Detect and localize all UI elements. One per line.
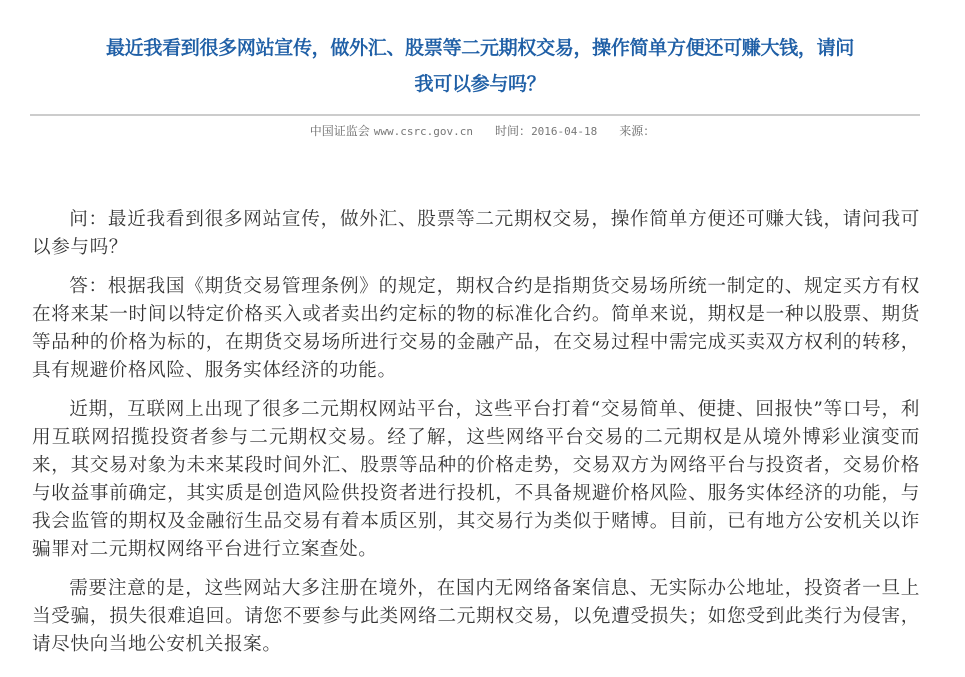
paragraph-question: 问：最近我看到很多网站宣传，做外汇、股票等二元期权交易，操作简单方便还可赚大钱，请问我可以参与吗？: [32, 209, 920, 258]
source-name: 中国证监会: [309, 124, 370, 138]
article-title: 最近我看到很多网站宣传，做外汇、股票等二元期权交易，操作简单方便还可赚大钱，请问我可以参与吗？: [105, 37, 854, 95]
paragraph-warning: 需要注意的是，这些网站大多注册在境外，在国内无网络备案信息、无实际办公地址，投资者一旦上当受骗，损失很难追回。请您不要参与此类网络二元期权交易，以免遭受损失；如您受到此类行为侵害，请尽快向当地公安机关报案。: [32, 578, 920, 655]
article-meta: [0, 122, 965, 141]
paragraph-binary-options: 近期，互联网上出现了很多二元期权网站平台，这些平台打着“交易简单、便捷、回报快”等口号，利用互联网招揽投资者参与二元期权交易。经了解，这些网络平台交易的二元期权是从境外博彩业演变而来，其交易对象为未来某段时间外汇、股票等品种的价格走势，交易双方为网络平台与投资者，交易价格与收益事前确定，其实质是创造风险供投资者进行投机，不具备规避价格风险、服务实体经济的功能，与我会监管的期权及金融衍生品交易有着本质区别，其交易行为类似于赌博。目前，已有地方公安机关以诈骗罪对二元期权网络平台进行立案查处。: [32, 399, 920, 560]
time-label: 时间：: [495, 124, 532, 138]
title-separator: [30, 114, 920, 116]
origin-label: 来源：: [619, 124, 656, 138]
source-url: www.csrc.gov.cn: [373, 125, 474, 138]
publish-date: 2016-04-18: [531, 125, 598, 138]
article-body: [32, 206, 920, 670]
paragraph-answer: 答：根据我国《期货交易管理条例》的规定，期权合约是指期货交易场所统一制定的、规定买方有权在将来某一时间以特定价格买入或者卖出约定标的物的标准化合约。简单来说，期权是一种以股票、期货等品种的价格为标的，在期货交易场所进行交易的金融产品，在交易过程中需完成买卖双方权利的转移，具有规避价格风险、服务实体经济的功能。: [32, 276, 920, 381]
